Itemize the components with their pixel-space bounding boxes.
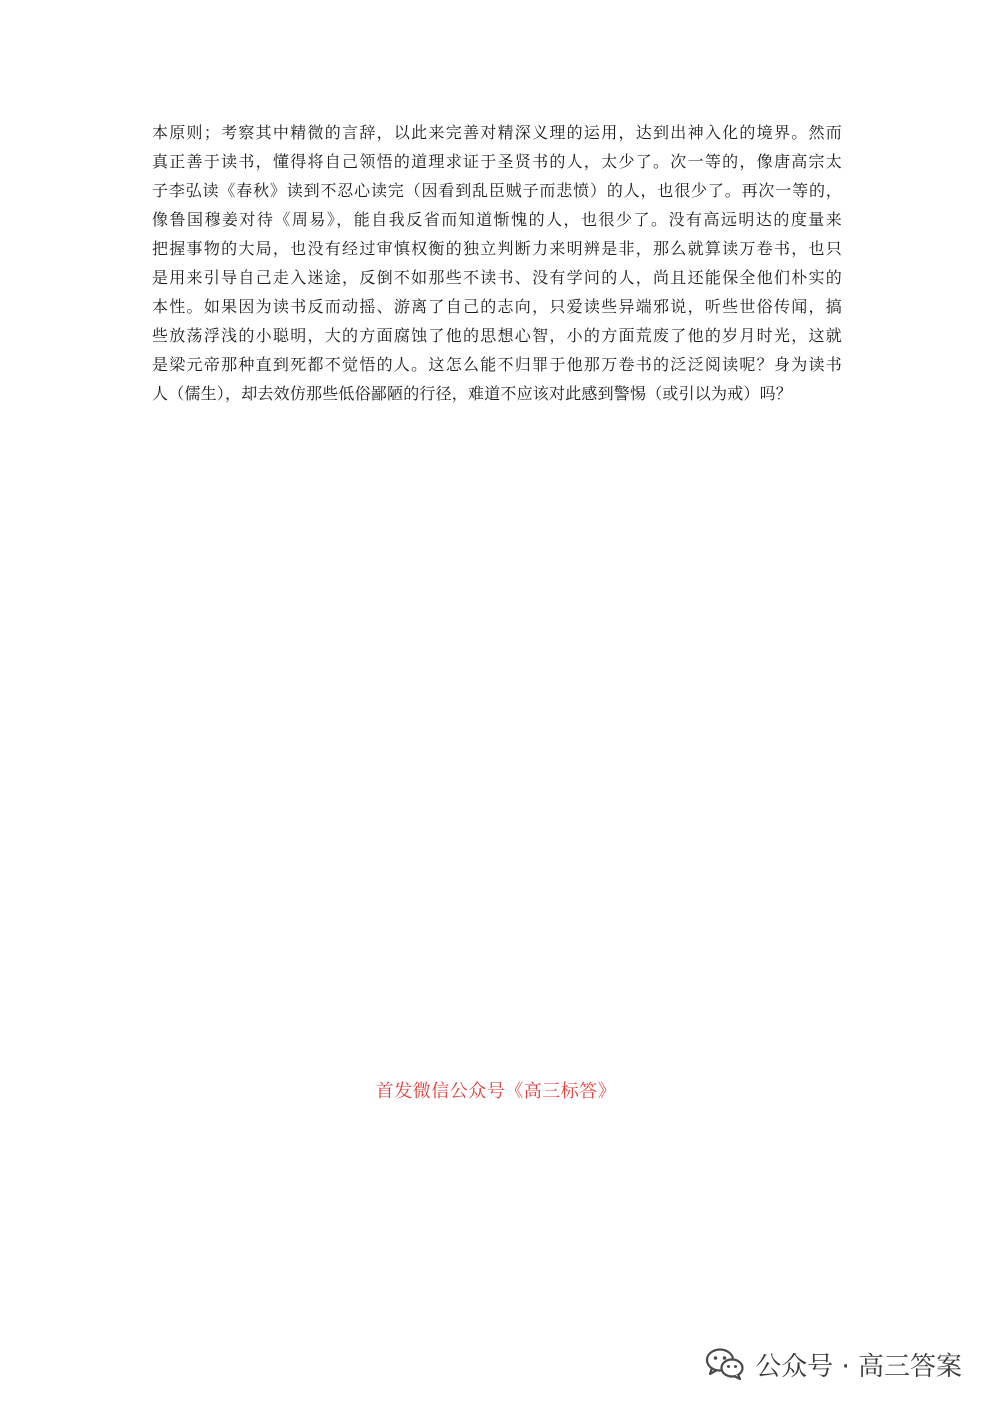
- paragraph-line-2: 真正善于读书，懂得将自己领悟的道理求证于圣贤书的人，太少了。次一等的，像唐高宗太: [152, 152, 842, 171]
- wechat-watermark: [705, 1344, 962, 1384]
- wechat-icon: [705, 1347, 745, 1381]
- watermark-text: 公众号 · 高三答案: [755, 1351, 962, 1382]
- footer-source-note: 首发微信公众号《高三标答》: [375, 1081, 617, 1102]
- paragraph-line-7: 本性。如果因为读书反而动摇、游离了自己的志向，只爱读些异端邪说，听些世俗传闻，搞: [152, 297, 842, 316]
- paragraph-line-4: 像鲁国穆姜对待《周易》，能自我反省而知道惭愧的人，也很少了。没有高远明达的度量来: [152, 210, 842, 229]
- body-paragraph: [152, 118, 842, 408]
- paragraph-line-6: 是用来引导自己走入迷途，反倒不如那些不读书、没有学问的人，尚且还能保全他们朴实的: [152, 268, 842, 287]
- paragraph-line-5: 把握事物的大局，也没有经过审慎权衡的独立判断力来明辨是非，那么就算读万卷书，也只: [152, 239, 842, 258]
- paragraph-line-10: 人（儒生），却去效仿那些低俗鄙陋的行径，难道不应该对此感到警惕（或引以为戒）吗？: [152, 384, 793, 403]
- paragraph-line-3: 子李弘读《春秋》读到不忍心读完（因看到乱臣贼子而悲愤）的人，也很少了。再次一等的，: [152, 181, 842, 200]
- paragraph-line-8: 些放荡浮浅的小聪明，大的方面腐蚀了他的思想心智，小的方面荒废了他的岁月时光，这就: [152, 326, 842, 345]
- paragraph-line-9: 是梁元帝那种直到死都不觉悟的人。这怎么能不归罪于他那万卷书的泛泛阅读呢？身为读书: [152, 355, 842, 374]
- paragraph-line-1: 本原则；考察其中精微的言辞，以此来完善对精深义理的运用，达到出神入化的境界。然而: [152, 123, 842, 142]
